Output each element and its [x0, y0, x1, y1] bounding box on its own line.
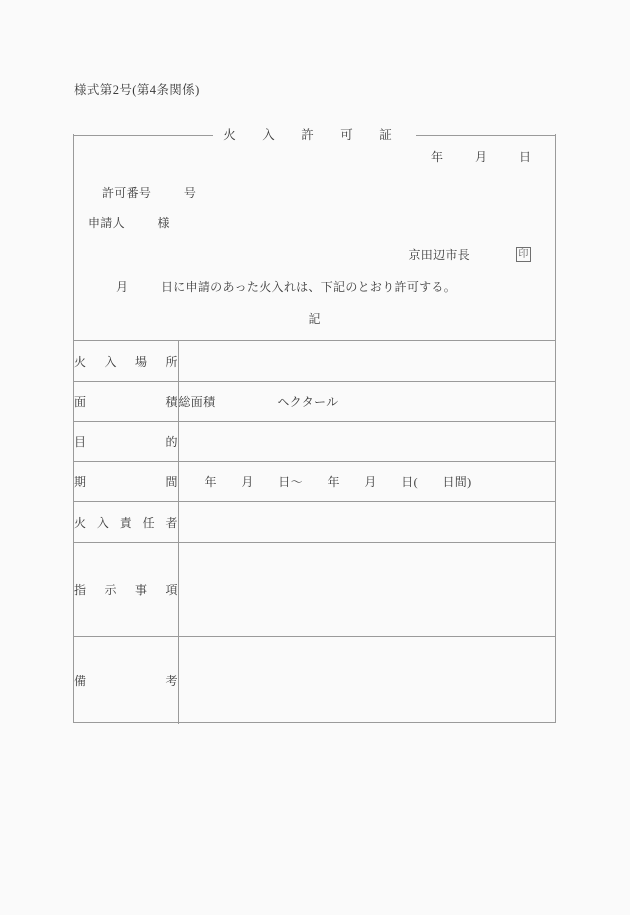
table-row — [74, 422, 555, 462]
label-char: 場 — [134, 354, 147, 369]
label-chars — [74, 473, 178, 490]
label-chars — [74, 393, 178, 410]
label-char: 責 — [119, 515, 132, 530]
label-chars — [74, 433, 178, 450]
label-char: 火 — [74, 515, 87, 530]
applicant-line — [88, 214, 170, 231]
permit-number-unit: 号 — [183, 186, 197, 200]
area-unit: ヘクタール — [277, 395, 339, 409]
row-value-fire-location[interactable] — [178, 341, 555, 382]
label-char: 事 — [134, 583, 147, 597]
table-row — [74, 382, 555, 422]
total-area-label: 総面積 — [178, 395, 216, 409]
label-char: 入 — [96, 515, 109, 530]
label-char: 火 — [74, 354, 87, 369]
row-value-area[interactable] — [178, 382, 555, 422]
label-char: 項 — [165, 583, 178, 597]
document-header-block — [74, 134, 555, 340]
table-row — [74, 637, 555, 724]
permit-details-table — [74, 340, 555, 724]
table-row — [74, 341, 555, 382]
row-value-period[interactable]: 年 月 日〜 年 月 日( 日間) — [178, 462, 555, 502]
issuer-line — [408, 246, 531, 263]
row-label-fire-location — [74, 341, 178, 382]
row-value-remarks[interactable] — [178, 637, 555, 724]
issue-date-line — [431, 148, 531, 165]
row-value-purpose[interactable] — [178, 422, 555, 462]
label-char: 所 — [165, 354, 178, 369]
seal-stamp-icon: 印 — [516, 247, 531, 262]
document-title: 火 入 許 可 証 — [223, 127, 399, 142]
label-char: 目 — [74, 435, 87, 449]
table-row — [74, 543, 555, 637]
label-char: 入 — [104, 354, 117, 369]
label-char: 期 — [74, 475, 87, 489]
row-label-remarks — [74, 637, 178, 724]
label-char: 任 — [142, 515, 155, 530]
statement-month: 月 — [116, 280, 129, 294]
issue-date-month: 月 — [474, 150, 487, 164]
label-chars — [74, 353, 178, 370]
row-label-instructions — [74, 543, 178, 637]
label-char: 備 — [74, 673, 87, 688]
label-chars — [74, 581, 178, 598]
row-label-area — [74, 382, 178, 422]
table-row — [74, 462, 555, 502]
statement-text: 日に申請のあった火入れは、下記のとおり許可する。 — [160, 280, 457, 294]
label-chars — [74, 672, 178, 689]
permit-details-body — [74, 341, 555, 724]
issuer-name: 京田辺市長 — [408, 248, 470, 262]
label-char: 指 — [74, 583, 87, 597]
label-chars — [74, 514, 178, 531]
label-char: 積 — [165, 395, 178, 409]
label-char: 示 — [104, 583, 117, 597]
label-char: 的 — [165, 435, 178, 449]
permit-number-label: 許可番号 — [102, 186, 152, 200]
kiji-marker: 記 — [308, 312, 321, 326]
row-label-purpose — [74, 422, 178, 462]
label-char: 考 — [165, 673, 178, 688]
row-label-period — [74, 462, 178, 502]
label-char: 者 — [165, 515, 178, 530]
applicant-label: 申請人 — [88, 216, 125, 230]
document-frame — [73, 134, 556, 723]
label-char: 間 — [165, 475, 178, 489]
permit-statement-line — [116, 278, 456, 295]
table-row — [74, 502, 555, 543]
form-number-label: 様式第2号(第4条関係) — [74, 83, 200, 97]
row-value-instructions[interactable] — [178, 543, 555, 637]
label-char: 面 — [74, 395, 87, 409]
row-label-responsible-person — [74, 502, 178, 543]
permit-number-line — [102, 184, 196, 201]
row-value-responsible-person[interactable] — [178, 502, 555, 543]
issue-date-year: 年 — [430, 150, 443, 164]
issue-date-day: 日 — [518, 150, 531, 164]
applicant-honorific: 様 — [157, 216, 170, 230]
